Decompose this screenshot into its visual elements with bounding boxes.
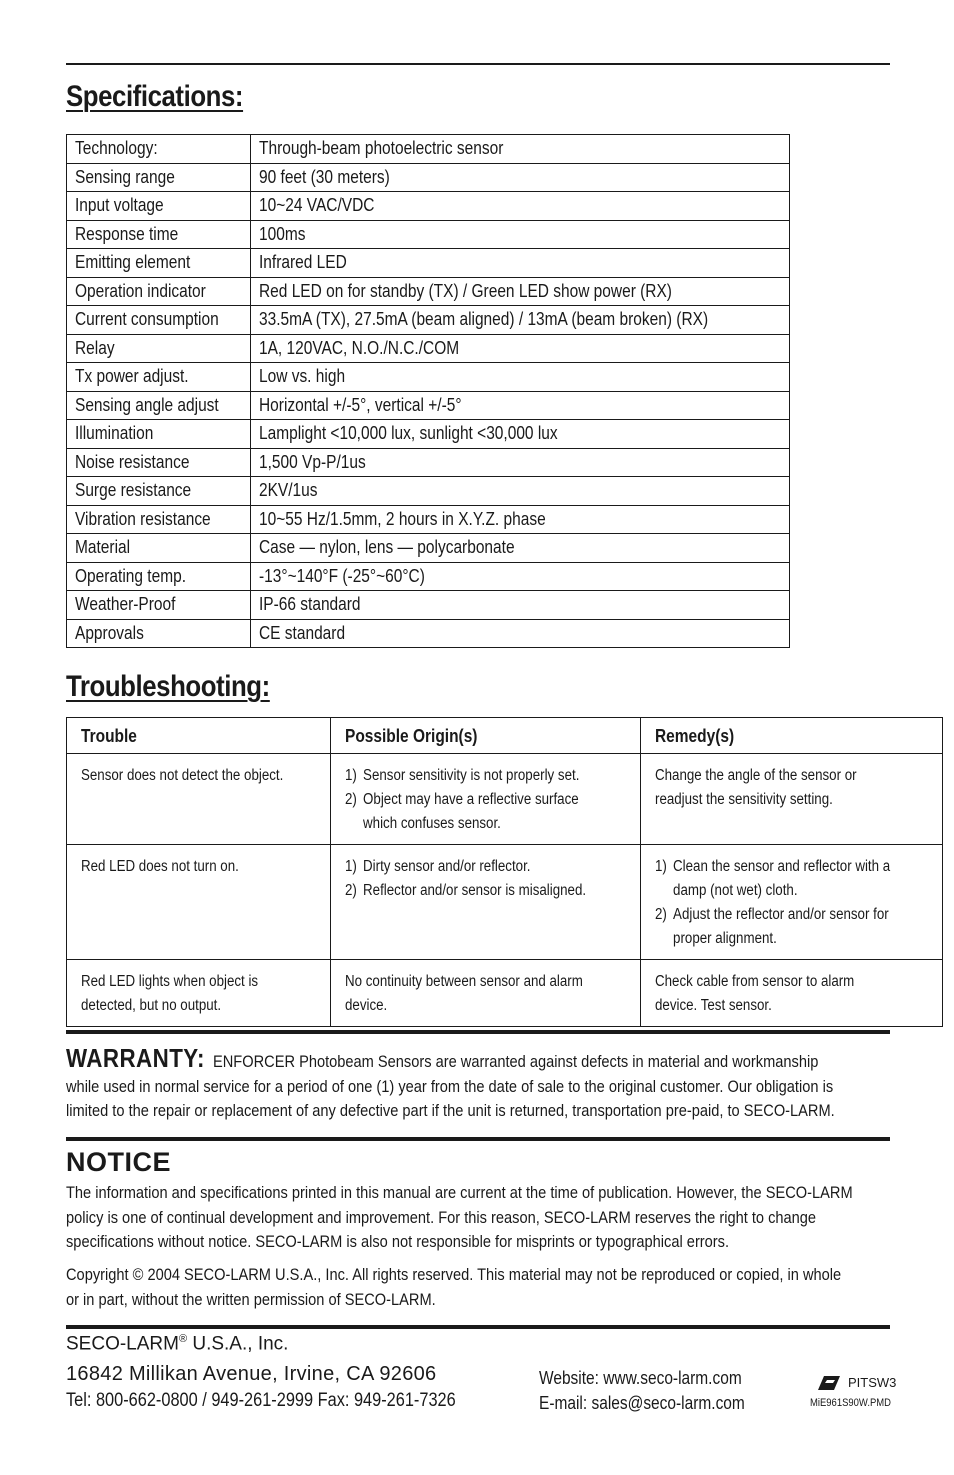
- table-row: [67, 277, 790, 306]
- spec-value: 90 feet (30 meters): [251, 163, 790, 192]
- spec-value: 2KV/1us: [251, 477, 790, 506]
- table-row: [67, 135, 790, 164]
- troubleshooting-title: Troubleshooting:: [66, 670, 270, 703]
- notice-heading: NOTICE: [66, 1147, 172, 1177]
- website-link[interactable]: Website: www.seco-larm.com: [539, 1368, 742, 1388]
- spec-value: 1A, 120VAC, N.O./N.C./COM: [251, 334, 790, 363]
- warranty-text: WARRANTY: ENFORCER Photobeam Sensors are warranted against defects in material and workmanship while used in normal service for a period of one (1) year from the date of sale to the original customer. Our obligation is limited to the repair or replacement of any defective part if the unit is returned, transportation pre-paid, to SECO-LARM.: [66, 1043, 835, 1120]
- spec-value: 100ms: [251, 220, 790, 249]
- spec-value: -13°~140°F (-25°~60°C): [251, 562, 790, 591]
- spec-label: Sensing range: [67, 163, 251, 192]
- table-row: [67, 249, 790, 278]
- top-rule: [66, 63, 890, 65]
- spec-value: Case — nylon, lens — polycarbonate: [251, 534, 790, 563]
- spec-value: Horizontal +/-5°, vertical +/-5°: [251, 391, 790, 420]
- notice-text: The information and specifications printed in this manual are current at the time of publication. However, the SECO-LARM policy is one of continual development and improvement. For this reason, SECO-LARM reserves the right to change specifications without notice. SECO-LARM is also not responsible for misprints or typographical errors.: [66, 1183, 853, 1251]
- spec-label: Input voltage: [67, 192, 251, 221]
- spec-value: 10~55 Hz/1.5mm, 2 hours in X.Y.Z. phase: [251, 505, 790, 534]
- header-trouble: Trouble: [67, 718, 331, 754]
- company-name: SECO-LARM® U.S.A., Inc.: [66, 1333, 289, 1355]
- spec-label: Technology:: [67, 135, 251, 164]
- spec-label: Surge resistance: [67, 477, 251, 506]
- table-row: [67, 845, 943, 960]
- email-link[interactable]: E-mail: sales@seco-larm.com: [539, 1393, 745, 1413]
- troubleshooting-table: [66, 717, 943, 1027]
- spec-label: Noise resistance: [67, 448, 251, 477]
- origin-cell: 1) Dirty sensor and/or reflector. 2) Reflector and/or sensor is misaligned.: [331, 845, 640, 960]
- table-row: [67, 220, 790, 249]
- remedy-cell: 1) Clean the sensor and reflector with a damp (not wet) cloth. 2) Adjust the reflector and/or sensor for proper alignment.: [640, 845, 942, 960]
- table-row: [67, 448, 790, 477]
- spec-value: Red LED on for standby (TX) / Green LED show power (RX): [251, 277, 790, 306]
- spec-label: Response time: [67, 220, 251, 249]
- origin-cell: 1) Sensor sensitivity is not properly set. 2) Object may have a reflective surface which confuses sensor.: [331, 754, 640, 845]
- enforcer-logo-icon: [818, 1376, 840, 1390]
- table-row: [67, 534, 790, 563]
- spec-label: Approvals: [67, 619, 251, 648]
- spec-label: Illumination: [67, 420, 251, 449]
- specifications-table: [66, 134, 790, 648]
- table-row: [67, 619, 790, 648]
- table-row: [67, 477, 790, 506]
- remedy-cell: Check cable from sensor to alarm device. Test sensor.: [640, 960, 942, 1027]
- notice-rule: [66, 1137, 890, 1141]
- spec-value: Infrared LED: [251, 249, 790, 278]
- spec-label: Material: [67, 534, 251, 563]
- spec-label: Operation indicator: [67, 277, 251, 306]
- specifications-title: Specifications:: [66, 80, 244, 113]
- spec-value: IP-66 standard: [251, 591, 790, 620]
- table-row: [67, 754, 943, 845]
- warranty-heading: WARRANTY:: [66, 1043, 205, 1073]
- spec-value: 10~24 VAC/VDC: [251, 192, 790, 221]
- company-address: 16842 Millikan Avenue, Irvine, CA 92606: [66, 1363, 437, 1385]
- table-row: [67, 363, 790, 392]
- trouble-cell: Red LED does not turn on.: [67, 845, 331, 960]
- table-row: [67, 163, 790, 192]
- spec-label: Current consumption: [67, 306, 251, 335]
- footer-rule: [66, 1325, 890, 1329]
- table-row: [67, 420, 790, 449]
- spec-label: Emitting element: [67, 249, 251, 278]
- spec-value: 33.5mA (TX), 27.5mA (beam aligned) / 13mA (beam broken) (RX): [251, 306, 790, 335]
- doc-code: PITSW3: [818, 1375, 896, 1390]
- spec-label: Vibration resistance: [67, 505, 251, 534]
- trouble-cell: Red LED lights when object is detected, but no output.: [67, 960, 331, 1027]
- spec-label: Operating temp.: [67, 562, 251, 591]
- troubleshooting-header-row: [67, 718, 943, 754]
- table-row: [67, 391, 790, 420]
- table-row: [67, 306, 790, 335]
- spec-label: Weather-Proof: [67, 591, 251, 620]
- spec-label: Relay: [67, 334, 251, 363]
- spec-value: Through-beam photoelectric sensor: [251, 135, 790, 164]
- table-row: [67, 591, 790, 620]
- spec-label: Sensing angle adjust: [67, 391, 251, 420]
- spec-value: Lamplight <10,000 lux, sunlight <30,000 lux: [251, 420, 790, 449]
- warranty-rule: [66, 1030, 890, 1034]
- spec-value: 1,500 Vp-P/1us: [251, 448, 790, 477]
- origin-cell: No continuity between sensor and alarm device.: [331, 960, 640, 1027]
- copyright-text: Copyright © 2004 SECO-LARM U.S.A., Inc. All rights reserved. This material may not be reproduced or copied, in whole or in part, without the written permission of SECO-LARM.: [66, 1265, 842, 1309]
- table-row: [67, 562, 790, 591]
- table-row: [67, 505, 790, 534]
- table-row: [67, 960, 943, 1027]
- remedy-cell: Change the angle of the sensor or readjust the sensitivity setting.: [640, 754, 942, 845]
- header-origin: Possible Origin(s): [331, 718, 640, 754]
- trouble-cell: Sensor does not detect the object.: [67, 754, 331, 845]
- table-row: [67, 334, 790, 363]
- spec-value: CE standard: [251, 619, 790, 648]
- company-phone: Tel: 800-662-0800 / 949-261-2999 Fax: 949-261-7326: [66, 1390, 456, 1411]
- table-row: [67, 192, 790, 221]
- doc-file: MiE961S90W.PMD: [810, 1397, 891, 1409]
- spec-value: Low vs. high: [251, 363, 790, 392]
- spec-label: Tx power adjust.: [67, 363, 251, 392]
- company-contact: [539, 1366, 745, 1416]
- header-remedy: Remedy(s): [640, 718, 942, 754]
